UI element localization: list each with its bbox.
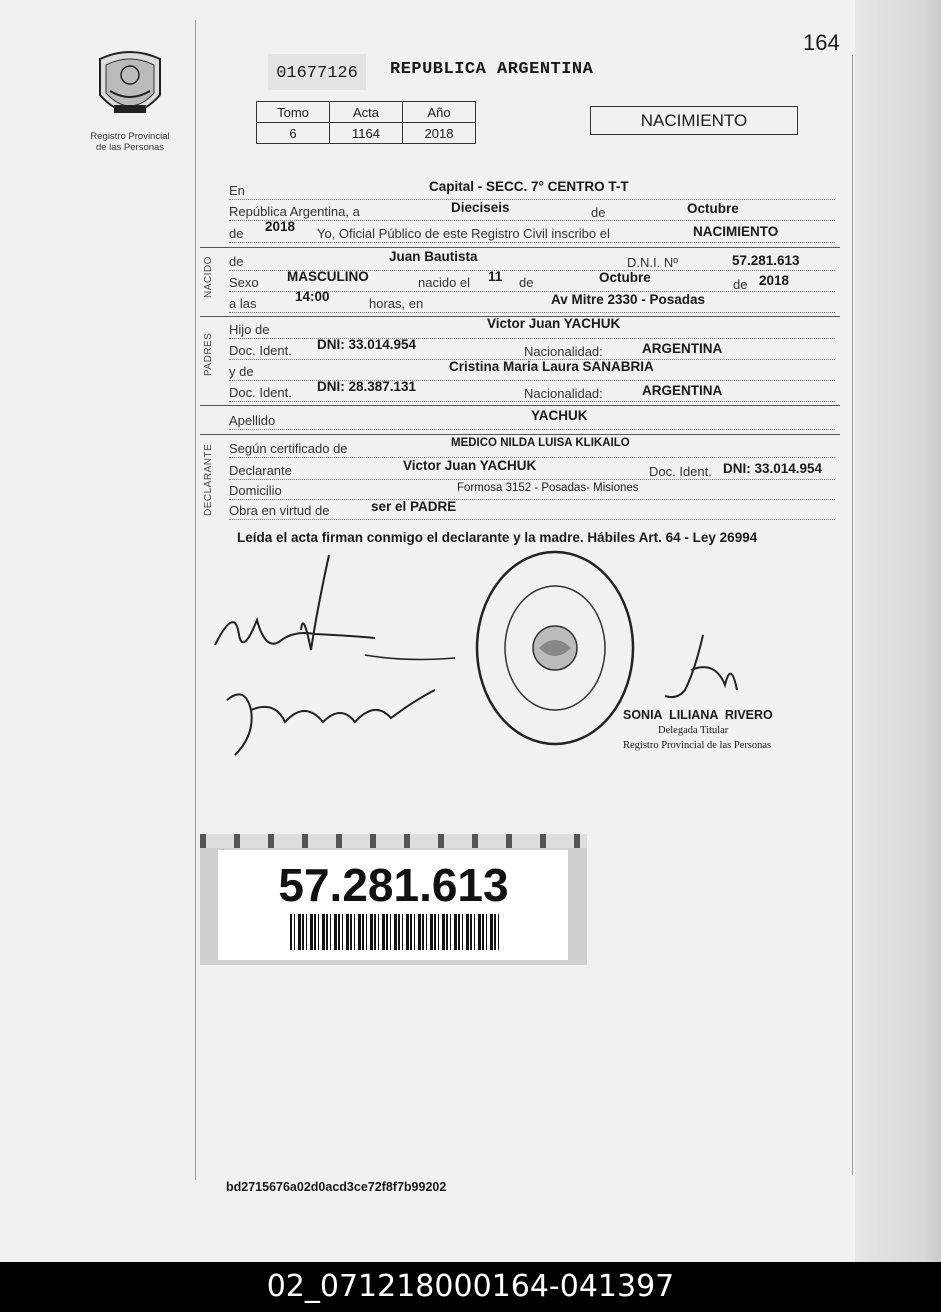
official-role: Delegada Titular [658, 725, 729, 736]
label-de-nombre: de [229, 254, 244, 269]
section-divider [200, 434, 840, 435]
logo-caption [80, 131, 180, 153]
value-nac-mes: Octubre [599, 270, 651, 285]
value-nac-anio: 2018 [759, 273, 790, 288]
label-oficial: Yo, Oficial Público de este Registro Civil inscribo el [317, 226, 610, 241]
label-declarante: Declarante [229, 463, 292, 478]
value-padre-doc: DNI: 33.014.954 [317, 337, 417, 352]
logo-caption-line2: de las Personas [95, 142, 165, 153]
barcode-icon [290, 914, 502, 950]
label-republica: República Argentina, a [229, 204, 360, 219]
value-hora: 14:00 [295, 289, 330, 304]
value-apellido: YACHUK [531, 408, 588, 423]
value-declarante-doc: DNI: 33.014.954 [723, 461, 823, 476]
footer-id: 02_071218000164-041397 [0, 1262, 941, 1312]
value-anio: 2018 [265, 219, 296, 234]
right-margin-line [852, 55, 853, 1175]
side-label-padres: PADRES [203, 332, 214, 376]
side-label-nacido: NACIDO [203, 256, 214, 298]
country-title: REPUBLICA ARGENTINA [390, 60, 594, 79]
label-horas-en: horas, en [369, 296, 424, 311]
logo-seal-text [90, 45, 170, 46]
value-mes: Octubre [687, 201, 739, 216]
value-inscribo: NACIMIENTO [693, 224, 779, 239]
value-padre: Victor Juan YACHUK [487, 316, 621, 331]
label-a-las: a las [229, 296, 257, 311]
side-label-declarante: DECLARANTE [203, 443, 214, 516]
official-name: SONIA LILIANA RIVERO [623, 708, 773, 722]
label-border-pattern [200, 834, 587, 848]
label-de-nac-mes: de [519, 275, 534, 290]
stamp-inner-text [481, 560, 482, 561]
document-hash: bd2715676a02d0acd3ce72f8f7b99202 [226, 1180, 447, 1194]
section-divider [200, 247, 840, 248]
row-fecha [229, 202, 835, 221]
value-sexo: MASCULINO [287, 269, 369, 284]
value-en: Capital - SECC. 7° CENTRO T-T [429, 179, 629, 194]
register-table [256, 101, 476, 144]
official-signature-icon [655, 630, 745, 710]
page-number: 164 [803, 30, 840, 55]
row-apellido [229, 408, 835, 430]
section-divider [200, 405, 840, 406]
label-apellido: Apellido [229, 413, 276, 428]
register-header-tomo: Tomo [257, 102, 330, 123]
label-en: En [229, 183, 245, 198]
label-nac-madre: Nacionalidad: [524, 386, 603, 401]
barcode-label [200, 834, 587, 965]
label-hijo-de: Hijo de [229, 322, 270, 337]
row-hora [229, 289, 835, 313]
value-madre-nac: ARGENTINA [642, 383, 723, 398]
page-edge-shadow [855, 0, 941, 1262]
logo-caption-line1: Registro Provincial [90, 131, 170, 142]
register-anio: 2018 [403, 123, 476, 144]
label-de-nac-anio: de [733, 277, 748, 292]
label-nacido-el: nacido el [418, 275, 471, 290]
label-doc-padre: Doc. Ident. [229, 343, 292, 358]
label-doc-madre: Doc. Ident. [229, 385, 292, 400]
value-certificado: MEDICO NILDA LUISA KLIKAILO [451, 437, 630, 449]
province-logo [90, 45, 170, 135]
register-header-anio: Año [403, 102, 476, 123]
value-nombre: Juan Bautista [389, 249, 478, 264]
value-domicilio: Formosa 3152 - Posadas- Misiones [457, 482, 639, 494]
signatures-icon [205, 550, 475, 770]
register-tomo: 6 [257, 123, 330, 144]
label-sexo: Sexo [229, 275, 259, 290]
row-domicilio [229, 481, 835, 500]
value-lugar-nac: Av Mitre 2330 - Posadas [551, 292, 706, 307]
label-number: 57.281.613 [278, 859, 509, 911]
value-nac-dia: 11 [488, 269, 503, 284]
row-obra [229, 501, 835, 520]
label-doc-declarante: Doc. Ident. [649, 464, 712, 479]
row-declarante [229, 458, 835, 480]
row-lugar [229, 181, 835, 200]
label-de-anio: de [229, 226, 244, 241]
value-madre-doc: DNI: 28.387.131 [317, 379, 417, 394]
value-dia-palabras: Dieciseis [451, 200, 510, 215]
label-dni: D.N.I. Nº [627, 255, 678, 270]
register-header-row [257, 102, 476, 123]
official-office: Registro Provincial de las Personas [623, 740, 772, 751]
closing-text: Leída el acta firman conmigo el declarante y la madre. Hábiles Art. 64 - Ley 26994 [237, 530, 758, 545]
row-inscripcion [229, 219, 835, 243]
register-value-row [257, 123, 476, 144]
row-certificado [229, 439, 835, 458]
serial-number: 01677126 [268, 54, 366, 90]
register-acta: 1164 [330, 123, 403, 144]
label-certificado: Según certificado de [229, 441, 348, 456]
row-padre-doc [229, 337, 835, 360]
record-type-box: NACIMIENTO [590, 106, 798, 135]
left-margin-line [195, 20, 196, 1180]
label-obra: Obra en virtud de [229, 503, 330, 518]
register-header-acta: Acta [330, 102, 403, 123]
value-padre-nac: ARGENTINA [642, 341, 723, 356]
value-declarante: Victor Juan YACHUK [403, 458, 537, 473]
label-y-de: y de [229, 364, 254, 379]
row-madre-doc [229, 379, 835, 402]
value-obra: ser el PADRE [371, 499, 457, 514]
label-nac-padre: Nacionalidad: [524, 344, 603, 359]
value-madre: Cristina Maria Laura SANABRIA [449, 359, 654, 374]
label-domicilio: Domicilio [229, 483, 282, 498]
official-stamp-icon [473, 548, 637, 748]
coat-of-arms-icon [90, 45, 170, 130]
label-de-mes: de [591, 205, 606, 220]
value-dni: 57.281.613 [732, 253, 800, 268]
